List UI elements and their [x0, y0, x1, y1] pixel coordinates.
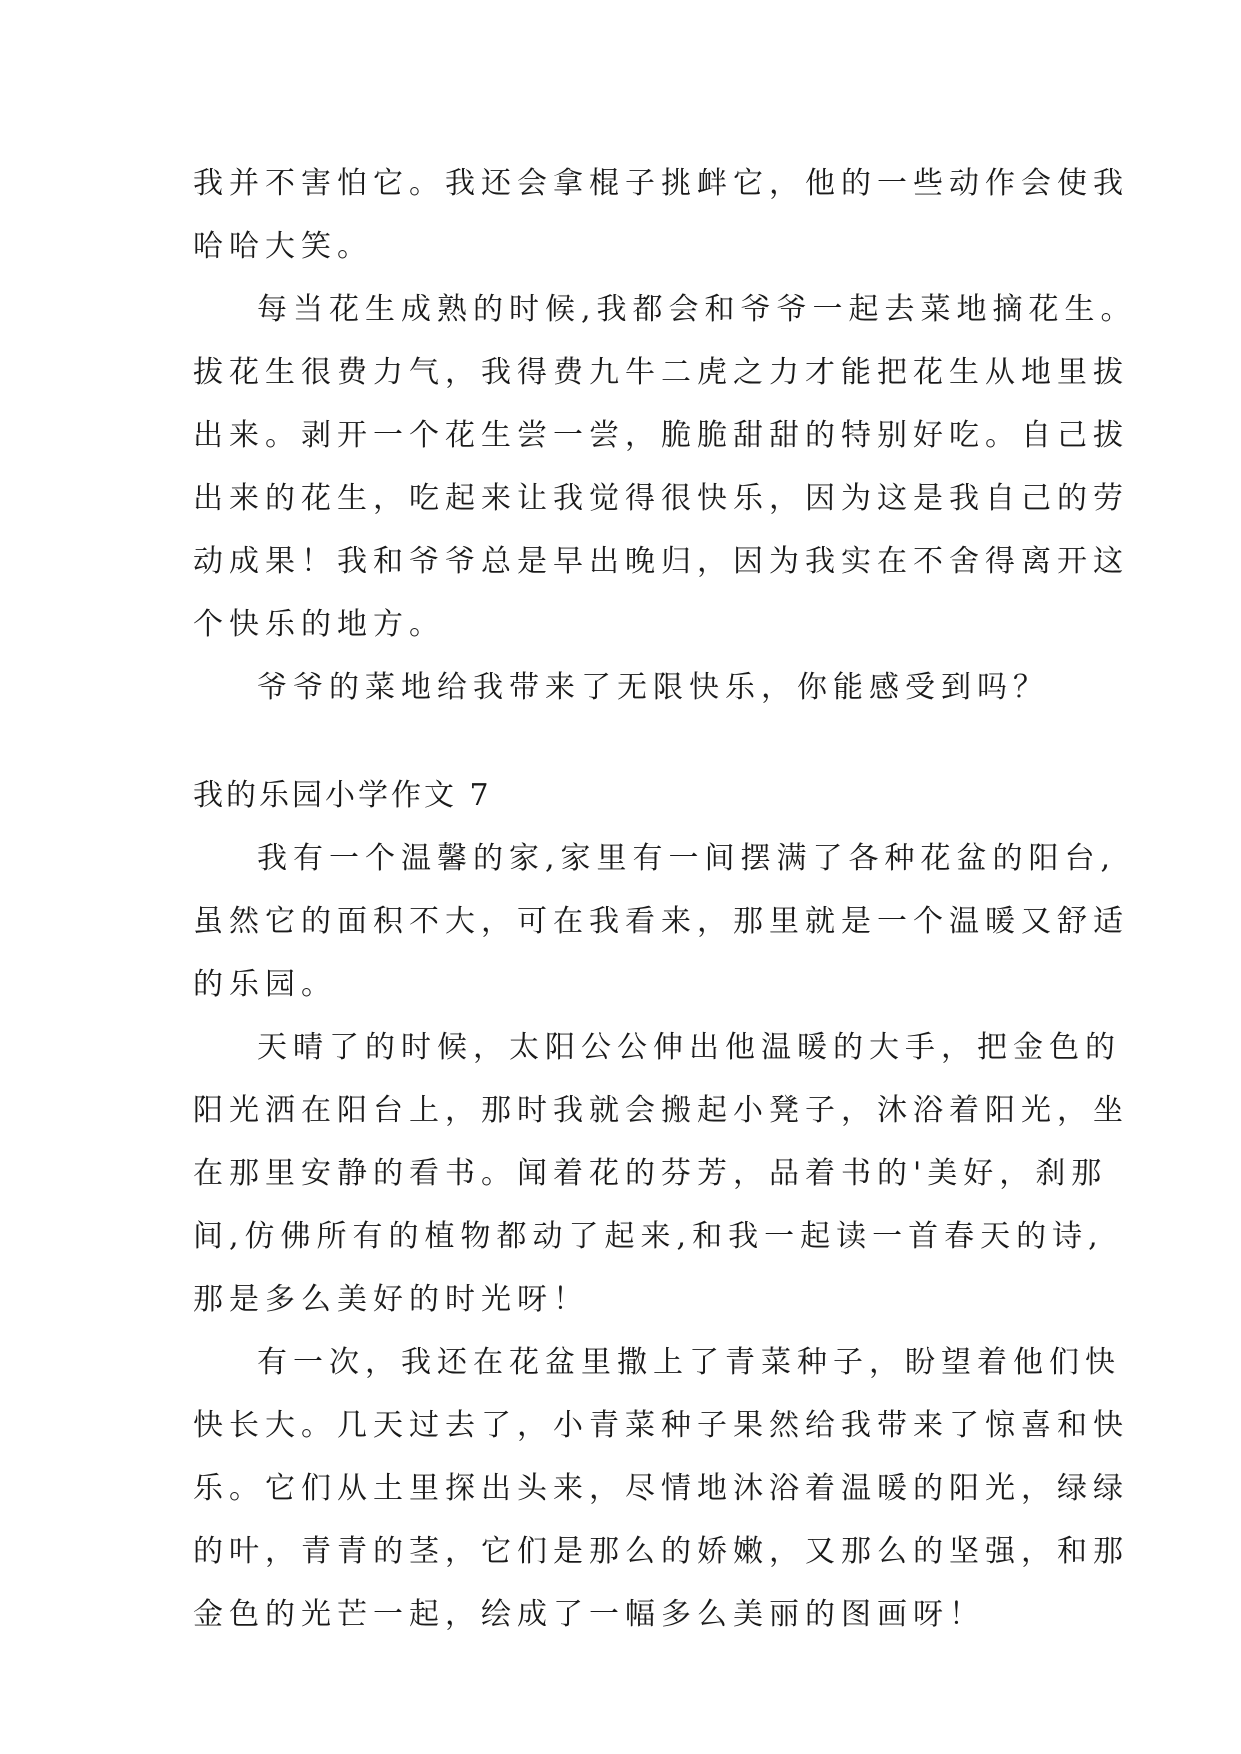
text-line: 乐。它们从土里探出头来，尽情地沐浴着温暖的阳光，绿绿 [193, 1471, 1129, 1506]
text-line: 出来。剥开一个花生尝一尝，脆脆甜甜的特别好吃。自己拔 [193, 418, 1129, 453]
text-line: 阳光洒在阳台上，那时我就会搬起小凳子，沐浴着阳光，坐 [193, 1093, 1129, 1128]
text-line: 拔花生很费力气，我得费九牛二虎之力才能把花生从地里拔 [193, 355, 1129, 390]
text-line: 快长大。几天过去了，小青菜种子果然给我带来了惊喜和快 [193, 1408, 1129, 1443]
paragraph-first-line: 爷爷的菜地给我带来了无限快乐，你能感受到吗？ [257, 670, 1049, 705]
paragraph-first-line: 天晴了的时候，太阳公公伸出他温暖的大手，把金色的 [257, 1030, 1121, 1065]
section-title: 我的乐园小学作文 7 [193, 778, 492, 813]
text-line: 间,仿佛所有的植物都动了起来,和我一起读一首春天的诗, [193, 1219, 1104, 1254]
text-line: 出来的花生，吃起来让我觉得很快乐，因为这是我自己的劳 [193, 481, 1129, 516]
paragraph-first-line: 我有一个温馨的家,家里有一间摆满了各种花盆的阳台, [257, 841, 1117, 876]
paragraph-first-line: 有一次，我还在花盆里撒上了青菜种子，盼望着他们快 [257, 1345, 1121, 1380]
text-line: 我并不害怕它。我还会拿棍子挑衅它，他的一些动作会使我 [193, 166, 1129, 201]
text-line: 金色的光芒一起，绘成了一幅多么美丽的图画呀！ [193, 1597, 985, 1632]
text-line: 哈哈大笑。 [193, 229, 373, 264]
text-line: 虽然它的面积不大，可在我看来，那里就是一个温暖又舒适 [193, 904, 1129, 939]
paragraph-first-line: 每当花生成熟的时候,我都会和爷爷一起去菜地摘花生。 [257, 292, 1137, 327]
text-line: 个快乐的地方。 [193, 607, 445, 642]
text-line: 的叶，青青的茎，它们是那么的娇嫩，又那么的坚强，和那 [193, 1534, 1129, 1569]
text-line: 的乐园。 [193, 967, 337, 1002]
text-line: 动成果！我和爷爷总是早出晚归，因为我实在不舍得离开这 [193, 544, 1129, 579]
text-line: 在那里安静的看书。闻着花的芬芳，品着书的'美好，刹那 [193, 1156, 1108, 1191]
text-line: 那是多么美好的时光呀！ [193, 1282, 589, 1317]
